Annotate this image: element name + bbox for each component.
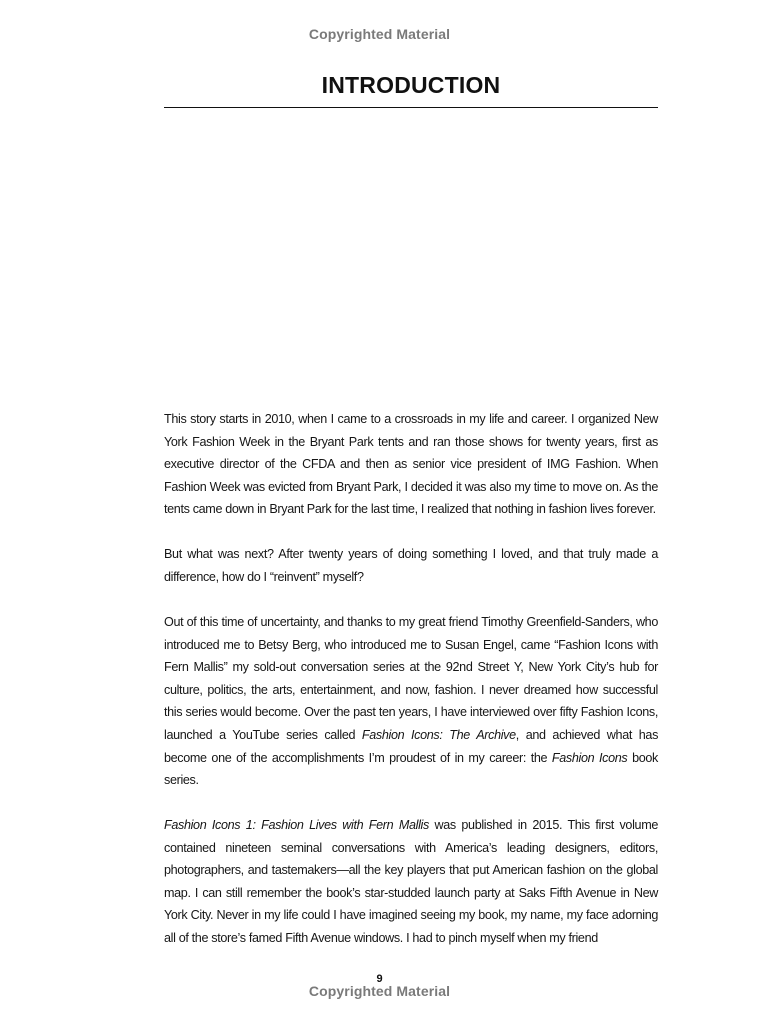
body-text: [164, 408, 658, 950]
title-divider: [164, 107, 658, 108]
text-run: But what was next? After twenty years of doing something I loved, and that truly made a difference, how do I “reinvent” myself?: [164, 547, 658, 584]
copyright-header: Copyrighted Material: [308, 26, 451, 42]
paragraph: [164, 611, 658, 792]
paragraph: [164, 814, 658, 950]
copyright-footer: Copyrighted Material: [308, 983, 451, 999]
text-run: This story starts in 2010, when I came to a crossroads in my life and career. I organized New York Fashion Week in the Bryant Park tents and ran those shows for twenty years, first as executive director of the CFDA and then as senior vice president of IMG Fashion. When Fashion Week was evicted from Bryant Park, I decided it was also my time to move on. As the tents came down in Bryant Park for the last time, I realized that nothing in fashion lives forever.: [164, 412, 658, 517]
paragraph: [164, 408, 658, 521]
page-number: 9: [376, 973, 383, 985]
text-run: Out of this time of uncertainty, and thanks to my great friend Timothy Greenfield-Sanders, who introduced me to Betsy Berg, who introduced me to Susan Engel, came “Fashion Icons with Fern Mallis” my sold-out conversation series at the 92nd Street Y, New York City’s hub for culture, politics, the arts, entertainment, and now, fashion. I never dreamed how successful this series would become. Over the past ten years, I have interviewed over fifty Fashion Icons, launched a YouTube series called: [164, 614, 658, 742]
italic-title: Fashion Icons: The Archive: [361, 727, 516, 742]
chapter-title: INTRODUCTION: [321, 72, 501, 98]
italic-title: Fashion Icons 1: Fashion Lives with Fern Mallis: [164, 818, 429, 833]
italic-title: Fashion Icons: [551, 750, 628, 765]
text-run: book series.: [164, 750, 658, 788]
paragraph: [164, 543, 658, 588]
text-run: , and achieved what has become one of the accomplishments I’m proudest of in my career: the: [164, 727, 659, 765]
text-run: was published in 2015. This first volume contained nineteen seminal conversations with America’s leading designers, editors, photographers, and tastemakers—all the key players that put American fashion on the global map. I can still remember the book’s star-studded launch party at Saks Fifth Avenue in New York City. Never in my life could I have imagined seeing my book, my name, my face adorning all of the store’s famed Fifth Avenue windows. I had to pinch myself when my friend: [164, 818, 658, 946]
